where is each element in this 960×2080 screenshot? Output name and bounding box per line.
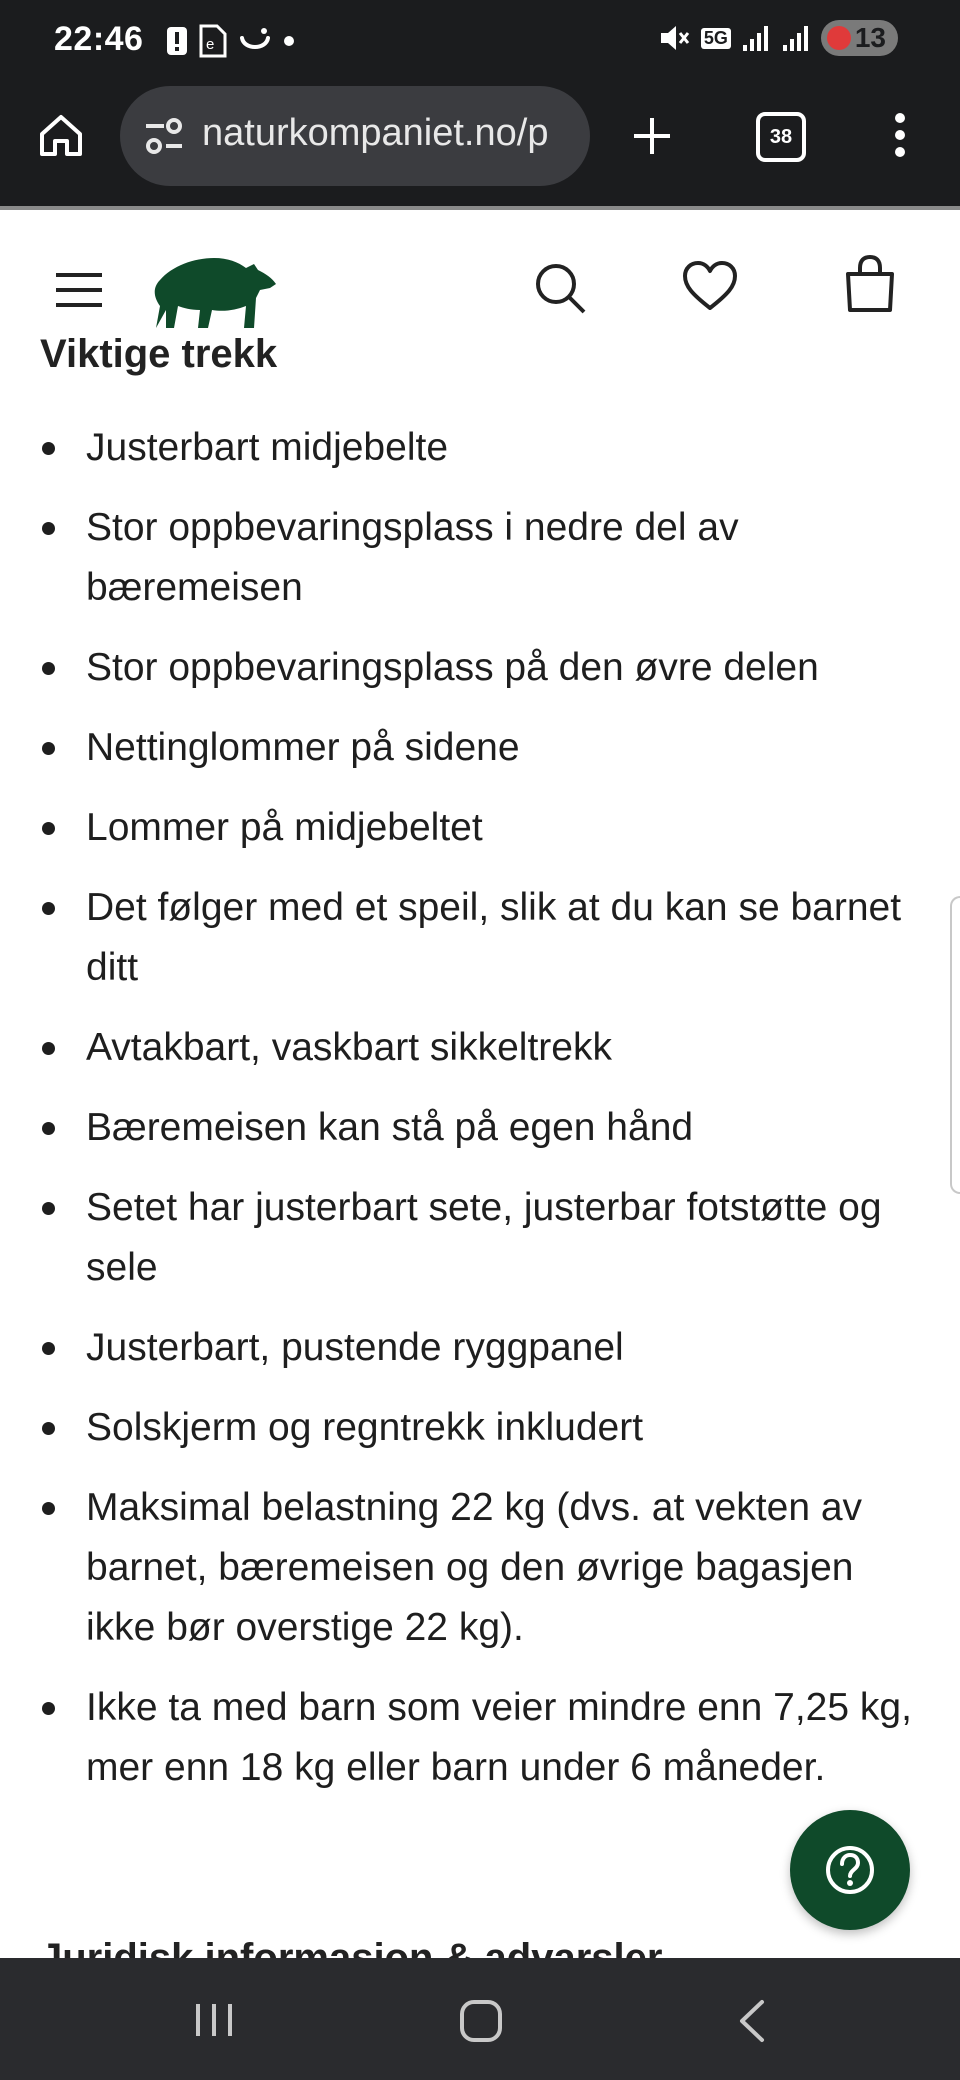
wishlist-heart-icon[interactable] [682, 260, 738, 312]
network-type-label: 5G [701, 28, 731, 49]
svg-text:e: e [206, 36, 215, 53]
list-item: Setet har justerbart sete, justerbar fotstøtte og sele [86, 1178, 926, 1298]
shopping-bag-icon[interactable] [844, 254, 896, 314]
list-item: Solskjerm og regntrekk inkludert [86, 1398, 926, 1458]
mute-icon [657, 21, 691, 55]
dot-icon [282, 34, 296, 48]
question-icon [824, 1844, 876, 1896]
list-item: Justerbart midjebelte [86, 418, 926, 478]
recent-apps-icon[interactable] [192, 2000, 236, 2040]
search-icon[interactable] [532, 260, 588, 316]
address-bar[interactable] [120, 86, 590, 186]
more-menu-icon[interactable] [880, 110, 920, 160]
home-button-icon[interactable] [458, 1998, 504, 2044]
signal-icon-2 [781, 23, 811, 53]
list-item: Det følger med et speil, slik at du kan se barnet ditt [86, 878, 926, 998]
status-notification-icons [166, 24, 296, 58]
home-icon[interactable] [36, 110, 86, 160]
battery-saver-icon [827, 26, 851, 50]
battery-indicator [821, 20, 898, 56]
new-tab-icon[interactable] [630, 114, 674, 158]
list-item: Stor oppbevaringsplass i nedre del av bæremeisen [86, 498, 926, 618]
list-item: Justerbart, pustende ryggpanel [86, 1318, 926, 1378]
scrollbar-handle[interactable] [950, 896, 960, 1194]
hamburger-menu-icon[interactable] [54, 270, 104, 310]
alert-icon [166, 26, 188, 56]
list-item: Maksimal belastning 22 kg (dvs. at vekten av barnet, bæremeisen og den øvrige bagasjen ikke bør overstige 22 kg). [86, 1478, 926, 1658]
help-button[interactable] [790, 1810, 910, 1930]
product-details-content [0, 332, 960, 1958]
list-item: Bæremeisen kan stå på egen hånd [86, 1098, 926, 1158]
list-item: Avtakbart, vaskbart sikkeltrekk [86, 1018, 926, 1078]
site-settings-icon[interactable] [142, 116, 186, 156]
signal-icon [741, 23, 771, 53]
back-icon[interactable] [734, 1998, 768, 2044]
status-time: 22:46 [54, 20, 144, 58]
smile-icon [238, 26, 272, 56]
browser-toolbar [0, 84, 960, 206]
list-item: Lommer på midjebeltet [86, 798, 926, 858]
list-item: Nettinglommer på sidene [86, 718, 926, 778]
feature-list [0, 418, 926, 1818]
battery-level: 13 [854, 22, 886, 53]
status-system-icons [657, 20, 898, 56]
list-item: Stor oppbevaringsplass på den øvre delen [86, 638, 926, 698]
page-icon [198, 24, 228, 58]
url-text: naturkompaniet.no/p [202, 112, 549, 154]
tab-switcher-button[interactable] [756, 112, 806, 162]
system-navigation-bar [0, 1958, 960, 2080]
list-item: Ikke ta med barn som veier mindre enn 7,25 kg, mer enn 18 kg eller barn under 6 måneder. [86, 1678, 926, 1798]
bear-logo[interactable] [150, 248, 280, 330]
section-heading-key-features: Viktige trekk [40, 332, 278, 376]
status-bar [0, 0, 960, 84]
tab-count: 38 [769, 125, 793, 148]
